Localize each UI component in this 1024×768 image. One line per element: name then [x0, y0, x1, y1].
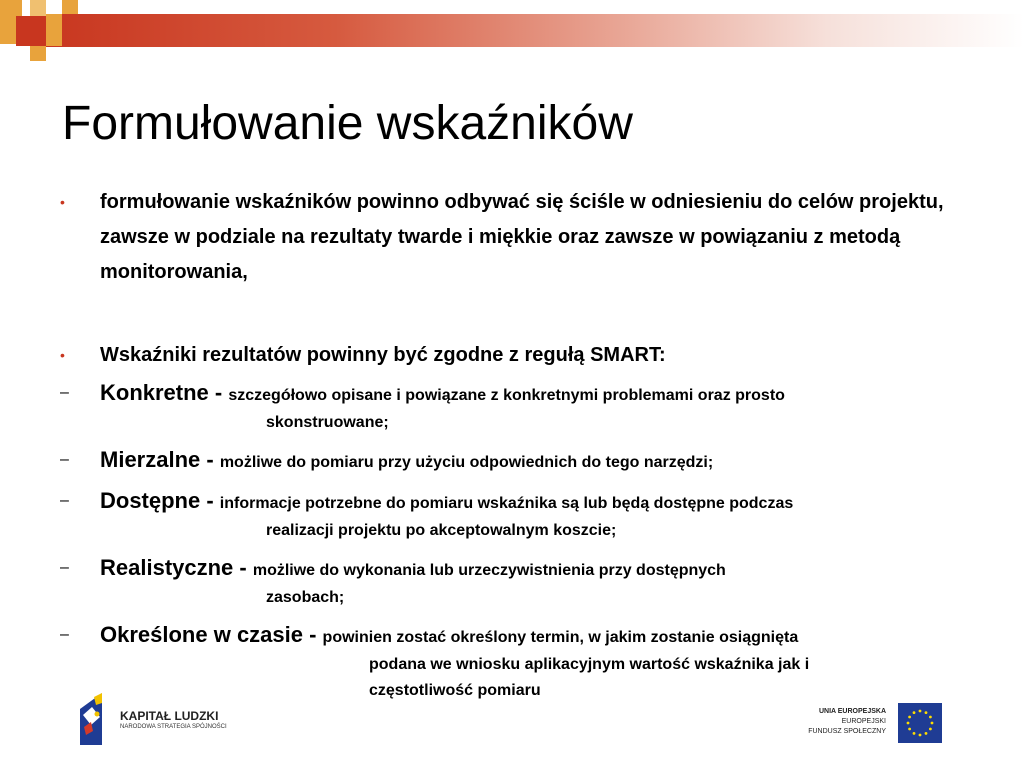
header-square-red: [16, 16, 46, 46]
smart-term: Dostępne -: [100, 488, 220, 513]
smart-item: [60, 379, 980, 436]
header-gradient-bar: [40, 14, 1024, 47]
dash-marker: –: [60, 384, 69, 401]
smart-description: informacje potrzebne do pomiaru wskaźnika są lub będą dostępne podczas: [219, 495, 794, 512]
smart-description-continued: podana we wniosku aplikacyjnym wartość wskaźnika jak i: [369, 656, 810, 673]
smart-description: możliwe do wykonania lub urzeczywistnienia przy dostępnych: [252, 562, 726, 579]
kapital-ludzki-title: KAPITAŁ LUDZKI: [120, 709, 219, 723]
smart-description: powinien zostać określony termin, w jakim zostanie osiągnięta: [322, 629, 799, 646]
smart-description: szczegółowo opisane i powiązane z konkretnymi problemami oraz prosto: [228, 387, 785, 404]
eu-line-1: UNIA EUROPEJSKA: [818, 708, 886, 715]
bullet-item: [60, 338, 980, 373]
smart-item: [60, 446, 980, 477]
smart-description-continued: zasobach;: [266, 589, 345, 606]
smart-term: Konkretne -: [100, 380, 229, 405]
eu-line-2: EUROPEJSKI: [841, 718, 886, 725]
bullet-marker: •: [60, 347, 65, 363]
eu-text: [808, 707, 886, 737]
smart-item: [60, 621, 980, 704]
bullet-text: Wskaźniki rezultatów powinny być zgodne z regułą SMART:: [100, 344, 666, 366]
dash-marker: –: [60, 492, 69, 509]
kapital-ludzki-subtitle: NARODOWA STRATEGIA SPÓJNOŚCI: [120, 724, 227, 730]
eu-line-3: FUNDUSZ SPOŁECZNY: [808, 728, 886, 735]
dash-marker: –: [60, 451, 69, 468]
smart-description-continued: skonstruowane;: [266, 414, 389, 431]
smart-term: Realistyczne -: [100, 555, 253, 580]
eu-logo: [790, 700, 950, 748]
kapital-ludzki-emblem-icon: [80, 693, 110, 745]
smart-item: [60, 487, 980, 544]
slide-title: Formułowanie wskaźników: [62, 97, 633, 150]
header-square-gold: [0, 0, 22, 16]
dash-marker: –: [60, 626, 69, 643]
bullet-item: [60, 185, 980, 290]
header-square-gold: [30, 0, 46, 16]
kapital-ludzki-logo: [80, 693, 240, 745]
smart-description: możliwe do pomiaru przy użyciu odpowiednich do tego narzędzi;: [219, 454, 714, 471]
header-square-gold: [46, 14, 62, 46]
slide-content: [60, 185, 980, 704]
bullet-marker: •: [60, 194, 65, 210]
header-square-gold: [62, 0, 78, 14]
smart-description-continued: realizacji projektu po akceptowalnym koszcie;: [266, 522, 617, 539]
eu-flag-icon: [898, 703, 942, 743]
smart-description-continued: częstotliwość pomiaru: [369, 682, 541, 699]
smart-item: [60, 554, 980, 611]
smart-term: Mierzalne -: [100, 447, 220, 472]
bullet-text: formułowanie wskaźników powinno odbywać się ściśle w odniesieniu do celów projektu, zawsze w podziale na rezultaty twarde i miękkie oraz zawsze w powiązaniu z metodą monitorowania,: [100, 191, 944, 283]
smart-term: Określone w czasie -: [100, 622, 323, 647]
header-square-red: [0, 16, 16, 44]
header-square-gold: [30, 46, 46, 61]
dash-marker: –: [60, 559, 69, 576]
